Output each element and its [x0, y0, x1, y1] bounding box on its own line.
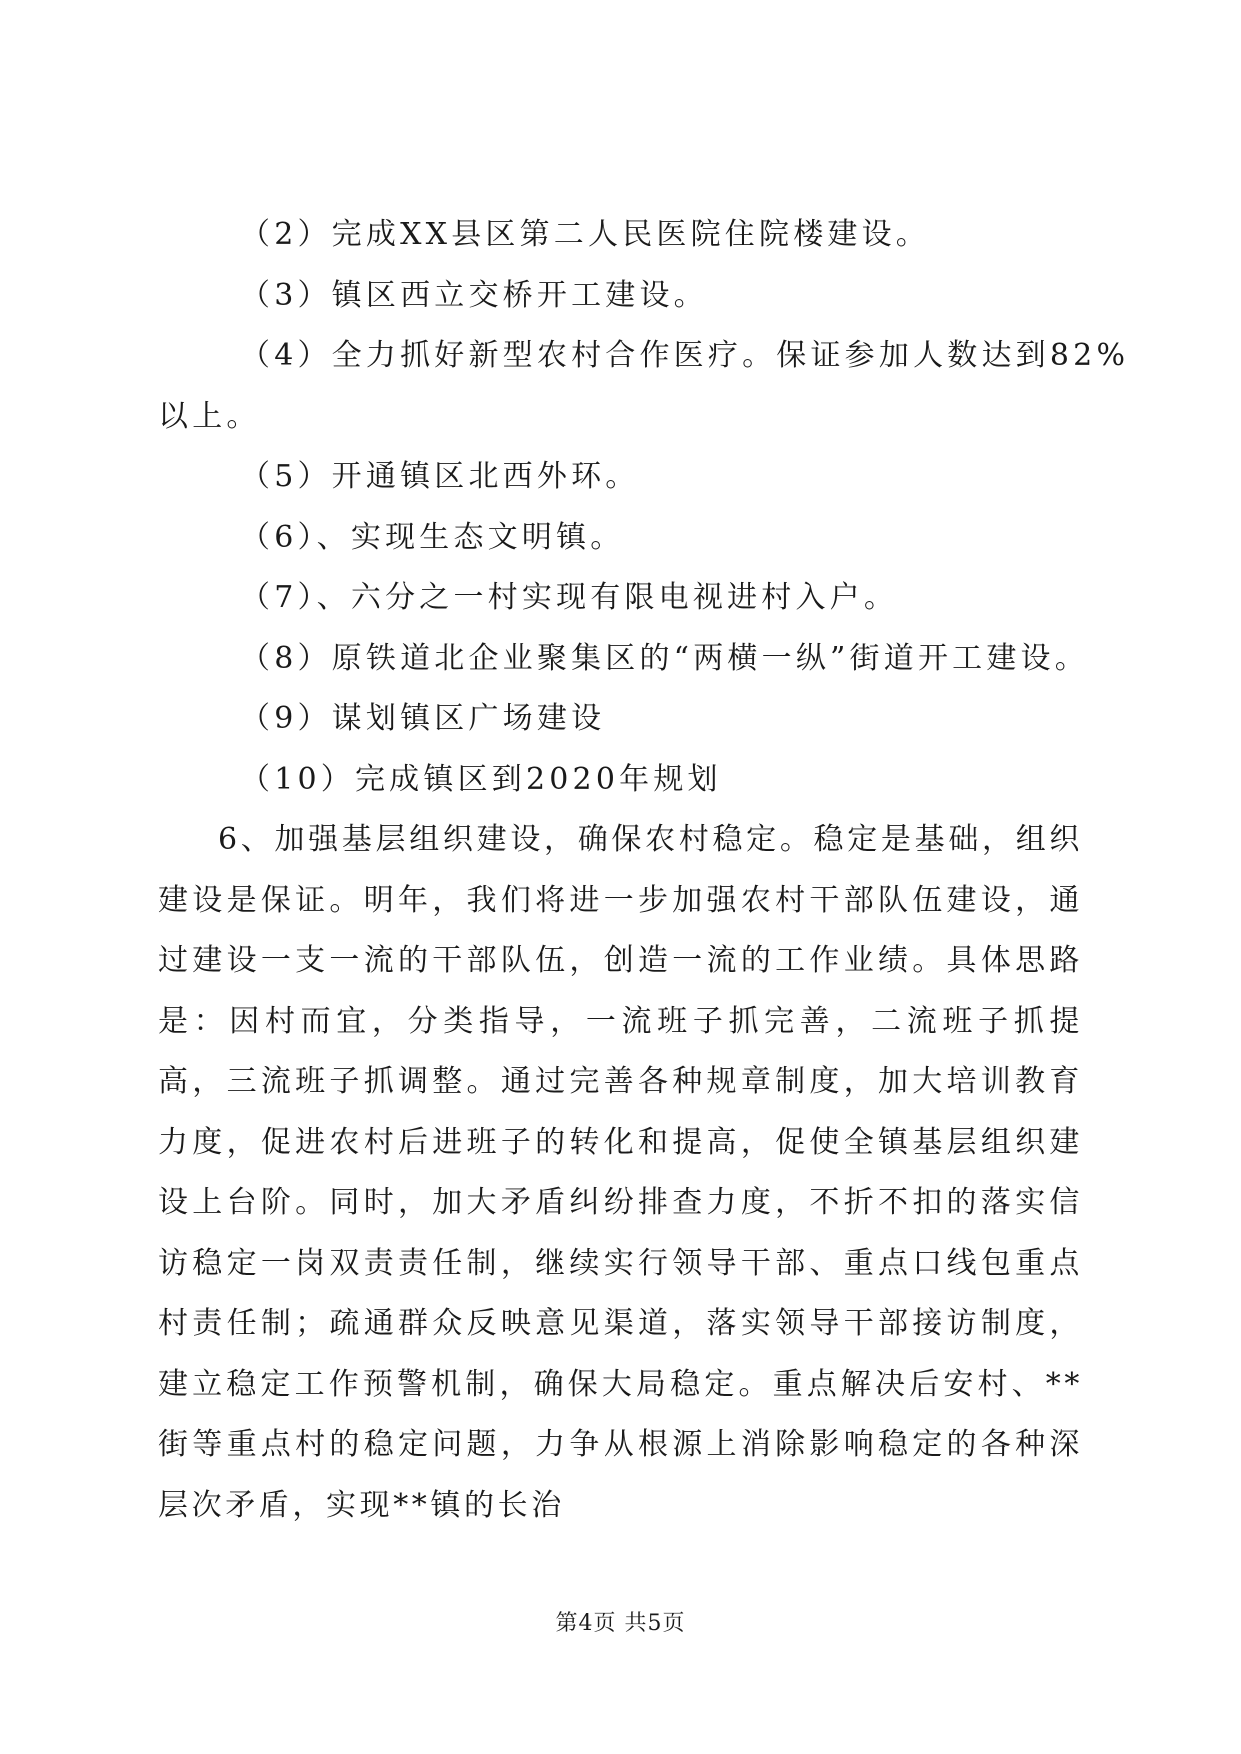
list-item-continuation: 以上。 — [158, 398, 261, 434]
list-item: （6）、实现生态文明镇。 — [240, 519, 625, 555]
list-item: （5）开通镇区北西外环。 — [240, 459, 640, 494]
document-body — [158, 205, 1130, 1536]
list-item: （10）完成镇区到2020年规划 — [240, 761, 722, 797]
list-item: （3）镇区西立交桥开工建设。 — [240, 277, 708, 313]
list-item: （9）谋划镇区广场建设 — [240, 701, 606, 736]
list-item: （4）全力抓好新型农村合作医疗。保证参加人数达到82% — [240, 338, 1130, 373]
body-paragraph: 6、加强基层组织建设，确保农村稳定。稳定是基础，组织建设是保证。明年，我们将进一步加强农村干部队伍建设，通过建设一支一流的干部队伍，创造一流的工作业绩。具体思路是：因村而宜，分类指导，一流班子抓完善，二流班子抓提高，三流班子抓调整。通过完善各种规章制度，加大培训教育力度，促进农村后进班子的转化和提高，促使全镇基层组织建设上台阶。同时，加大矛盾纠纷排查力度，不折不扣的落实信访稳定一岗双责责任制，继续实行领导干部、重点口线包重点村责任制；疏通群众反映意见渠道，落实领导干部接访制度，建立稳定工作预警机制，确保大局稳定。重点解决后安村、**街等重点村的稳定问题，力争从根源上消除影响稳定的各种深层次矛盾，实现**镇的长治 — [158, 822, 1083, 1523]
list-item: （8）原铁道北企业聚集区的“两横一纵”街道开工建设。 — [240, 640, 1089, 676]
list-item: （7）、六分之一村实现有限电视进村入户。 — [240, 580, 899, 615]
list-item: （2）完成XX县区第二人民医院住院楼建设。 — [240, 217, 931, 252]
page-number-footer: 第4页 共5页 — [555, 1611, 686, 1636]
